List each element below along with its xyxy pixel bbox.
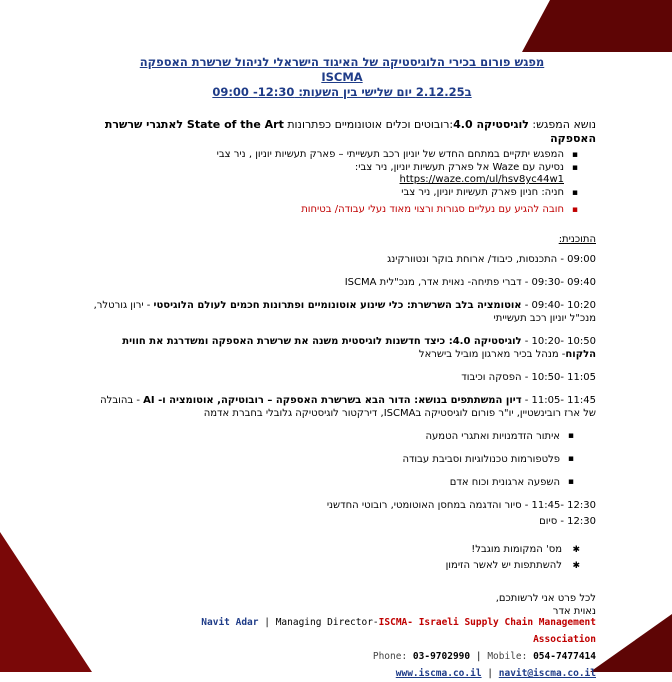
agenda-row-logistics40 [88,335,596,361]
signature-org: ISCMA- Israeli Supply Chain Management Association [378,617,596,645]
automation-time: 10:20 -09:40 - [521,299,596,311]
title-line-3: ב2.12.25 יום שלישי בין השעות: 12:30- 09:00 [212,85,472,99]
signature-separator: | [487,668,494,679]
agenda-row-discussion [88,394,596,420]
agenda-row-end: 12:30 - סיום [539,515,596,527]
discussion-lead: - בהובלה של ארז רובינשטיין, יו"ר פורום לוגיסטיקה בISCMA, דירקטור לוגיסטיקה גלובלי בחברת אדמה [100,394,596,419]
meeting-topic [88,118,596,146]
agenda-heading: התוכנית: [558,233,596,245]
discussion-point: ▪ השפעה ארגונית וכוח אדם [88,476,574,489]
logistics40-title: לוגיסטיקה 4.0: כיצד חדשנות לוגיסטית משנה את שרשרת האספקה ומשדרגת את חווית הלקוח [122,335,596,360]
agenda-row-automation [88,299,596,325]
agenda [88,253,596,528]
mobile-label: Mobile: [487,651,534,662]
discussion-points [88,430,574,489]
bottom-right-corner-decoration [590,614,672,672]
signature-name: Navit Adar [201,617,259,628]
note-confirm: ✱ להשתתפות יש לאשר הזימון [88,558,580,574]
signature-role: Managing Director- [275,617,379,628]
automation-speaker: - ירון גורטלר, מנכ"ל יוניון רכב תעשייתי [93,299,596,324]
signature-separator: | [475,651,482,662]
document-body [88,55,596,618]
agenda-row-gathering: 09:00 - התכנסות, כיבוד/ ארוחת בוקר ונטוורקינג [387,253,596,265]
top-right-corner-decoration [522,0,672,52]
topic-bold-2: State of the Art לאתגרי שרשרת האספקה [104,118,596,145]
email-link[interactable]: navit@iscma.co.il [498,668,596,679]
logistics-bullets [88,149,578,217]
bottom-left-corner-decoration [0,532,92,672]
agenda-row-break: 11:05 -10:50 - הפסקה וכיבוד [461,371,596,383]
note-limited-seats: ✱ מס' המקומות מוגבל! [88,542,580,558]
topic-bold-1: לוגיסטיקה 4.0 [453,118,529,131]
closing-signer: נאוית אדר [552,605,596,617]
agenda-row-tour: 12:30 -11:45 - סיור והדגמה במחסן האוטומטי, רובוטי החדשני [326,499,596,511]
location-bullet: ▪ המפגש יתקיים במתחם החדש של יוניון רכב תעשייתי – פארק תעשיות יוניון , ניר צבי [88,149,578,162]
agenda-row-opening: 09:40 -09:30 - דברי פתיחה- נאוית אדר, מנכ"לית ISCMA [344,276,596,288]
waze-text: נסיעה עם Waze אל פארק תעשיות יוניון, ניר צבי: [354,161,564,173]
signature-line-3 [150,665,596,682]
signature-line-2 [150,648,596,665]
signature-separator: | [264,617,270,628]
topic-label: נושא המפגש: [528,118,596,131]
discussion-point: ▪ איתור הזדמנויות ואתגרי הטמעה [88,430,574,443]
title-line-2: ISCMA [321,70,363,84]
logistics40-speaker: - מנהל בכיר מארגון מוביל בישראל [418,348,566,360]
discussion-title: דיון המשתתפים בנושא: הדור הבא בשרשרת האספקה – רובוטיקה, אוטומציה ו- AI [143,394,522,406]
closing-line-1: לכל פרט אני לרשותכם, [495,592,596,604]
notes-list [88,542,580,574]
parking-bullet: ▪ חניה: חניון פארק תעשיות יוניון, ניר צבי [88,187,578,200]
title-line-1: מפגש פורום בכירי הלוגיסטיקה של האיגוד הישראלי לניהול שרשרת האספקה [139,55,545,69]
mobile-value: 054-7477414 [533,651,596,662]
automation-title: אוטומציה בלב השרשרת: כלי שינוע אוטונומיים ופתרונות חכמים לעולם הלוגיסטי [153,299,522,311]
event-title [88,55,596,100]
waze-link[interactable]: https://waze.com/ul/hsv8yc44w1 [399,174,564,185]
waze-bullet [88,162,578,187]
discussion-point: ▪ פלטפורמות טכנולוגיות וסביבת עבודה [88,453,574,466]
signature-line-1 [150,614,596,648]
phone-value: 03-9702990 [412,651,471,662]
logistics40-time: 10:50 -10:20 - [521,335,596,347]
website-link[interactable]: www.iscma.co.il [395,668,482,679]
topic-mid: :רובוטים וכלים אוטונומיים כפתרונות [283,118,454,131]
email-signature [150,614,596,682]
discussion-time: 11:45 -11:05 - [521,394,596,406]
phone-label: Phone: [372,651,413,662]
safety-note: ▪ חובה להגיע עם נעליים סגורות ורצוי מאוד נעלי עבודה/ בטיחות [88,204,578,217]
